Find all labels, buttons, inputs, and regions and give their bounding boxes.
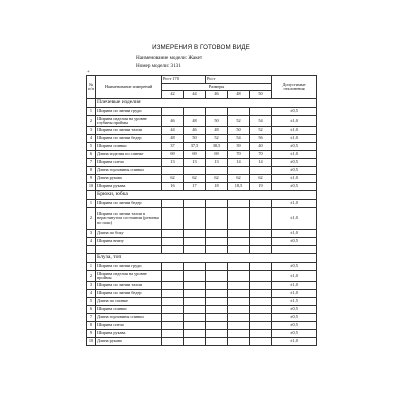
table-row xyxy=(87,330,317,338)
size-value-cell: 18 xyxy=(206,183,228,191)
section-title: Плечевые изделия xyxy=(96,99,317,108)
size-value-cell: 16 xyxy=(162,183,184,191)
section-num-cell xyxy=(87,191,96,200)
height-label-1: Рост xyxy=(163,76,172,82)
num-header: № п/п xyxy=(87,76,96,99)
row-number: 4 xyxy=(87,290,96,298)
table-row xyxy=(87,208,317,230)
size-value-cell xyxy=(250,246,272,254)
size-value-cell xyxy=(184,246,206,254)
table-row xyxy=(87,338,317,346)
size-value-cell xyxy=(162,246,184,254)
size-value-cell xyxy=(250,230,272,238)
size-value-cell xyxy=(184,298,206,306)
size-value-cell xyxy=(206,230,228,238)
size-value-cell: 39 xyxy=(228,143,250,151)
size-value-cell xyxy=(250,167,272,175)
size-value-cell xyxy=(206,108,228,116)
row-number: 3 xyxy=(87,282,96,290)
size-value-cell: 14 xyxy=(250,159,272,167)
size-value-cell xyxy=(206,322,228,330)
measurement-name: Ширина по линии бедер xyxy=(96,135,162,143)
measurement-table xyxy=(86,75,317,346)
tolerance-header: Допустимые отклонения xyxy=(272,76,317,99)
row-number: 8 xyxy=(87,167,96,175)
size-value-cell: 13 xyxy=(184,159,206,167)
size-value-cell: 37,5 xyxy=(184,143,206,151)
measurement-name: Ширина спинки xyxy=(96,306,162,314)
size-value-cell: 17 xyxy=(184,183,206,191)
size-value-cell xyxy=(162,314,184,322)
size-value-cell: 37 xyxy=(162,143,184,151)
measurement-name: Длина рукава xyxy=(96,175,162,183)
size-value-cell xyxy=(206,263,228,271)
size-value-cell xyxy=(184,167,206,175)
row-number: 5 xyxy=(87,143,96,151)
size-value-cell xyxy=(184,322,206,330)
size-value-cell xyxy=(250,282,272,290)
row-number: 3 xyxy=(87,127,96,135)
size-value-cell xyxy=(228,282,250,290)
row-number: 4 xyxy=(87,238,96,246)
section-title: Блуза, топ xyxy=(96,254,317,263)
size-value-cell xyxy=(250,306,272,314)
tolerance-cell: ±0,5 xyxy=(272,167,317,175)
size-value-cell: 44 xyxy=(162,127,184,135)
size-value-cell xyxy=(184,208,206,230)
size-value-cell xyxy=(162,108,184,116)
size-value-cell xyxy=(228,263,250,271)
size-value-cell xyxy=(162,271,184,282)
size-col-header: 46 xyxy=(206,91,228,99)
section-num-cell xyxy=(87,254,96,263)
tolerance-cell xyxy=(272,246,317,254)
tolerance-cell: ±0,5 xyxy=(272,238,317,246)
size-value-cell xyxy=(184,108,206,116)
section-row xyxy=(87,254,317,263)
measurement-name: Длина по спинке xyxy=(96,298,162,306)
section-title: Брюки, юбка xyxy=(96,191,317,200)
size-value-cell xyxy=(250,271,272,282)
size-value-cell xyxy=(184,238,206,246)
size-value-cell: 18,5 xyxy=(228,183,250,191)
size-value-cell xyxy=(228,271,250,282)
measurement-name: Ширина по линии груди xyxy=(96,108,162,116)
size-value-cell xyxy=(228,322,250,330)
model-name-line: Наименование модели: Жакет xyxy=(136,55,203,61)
measurement-name: Ширина рукава xyxy=(96,183,162,191)
row-number: 9 xyxy=(87,330,96,338)
measurement-name: Ширина рукава xyxy=(96,330,162,338)
tolerance-cell: ±1,5 xyxy=(272,298,317,306)
row-number: 2 xyxy=(87,116,96,127)
size-col-header: 44 xyxy=(184,91,206,99)
tolerance-cell: ±1,0 xyxy=(272,116,317,127)
section-row xyxy=(87,191,317,200)
size-value-cell xyxy=(162,208,184,230)
measurement-name: Ширина плеча xyxy=(96,159,162,167)
size-value-cell xyxy=(206,167,228,175)
size-value-cell xyxy=(228,306,250,314)
size-value-cell xyxy=(228,314,250,322)
size-value-cell xyxy=(184,314,206,322)
size-value-cell xyxy=(228,298,250,306)
size-value-cell xyxy=(250,298,272,306)
row-number: 1 xyxy=(87,108,96,116)
size-value-cell xyxy=(250,290,272,298)
size-value-cell: 62 xyxy=(228,175,250,183)
size-value-cell: 70 xyxy=(250,151,272,159)
size-value-cell: 50 xyxy=(184,135,206,143)
section-row xyxy=(87,99,317,108)
size-value-cell xyxy=(250,322,272,330)
table-row xyxy=(87,159,317,167)
size-value-cell xyxy=(184,200,206,208)
size-value-cell: 52 xyxy=(228,116,250,127)
height-value-1: 170 xyxy=(172,76,179,82)
size-value-cell xyxy=(184,282,206,290)
size-value-cell xyxy=(184,271,206,282)
size-value-cell: 56 xyxy=(250,135,272,143)
size-value-cell: 13 xyxy=(162,159,184,167)
tolerance-cell: ±1,0 xyxy=(272,271,317,282)
size-value-cell xyxy=(206,298,228,306)
table-row xyxy=(87,116,317,127)
table-row xyxy=(87,290,317,298)
size-value-cell: 48 xyxy=(206,127,228,135)
tolerance-cell: ±0,5 xyxy=(272,263,317,271)
tolerance-cell: ±0,5 xyxy=(272,108,317,116)
size-value-cell xyxy=(162,263,184,271)
size-value-cell: 50 xyxy=(206,116,228,127)
size-value-cell xyxy=(228,167,250,175)
size-value-cell: 48 xyxy=(184,116,206,127)
measurement-name: Длина рукава xyxy=(96,338,162,346)
tolerance-cell: ±0,5 xyxy=(272,143,317,151)
tolerance-cell: ±1,0 xyxy=(272,230,317,238)
row-number: 3 xyxy=(87,230,96,238)
size-value-cell xyxy=(228,200,250,208)
row-number: 6 xyxy=(87,306,96,314)
tolerance-cell: ±0,5 xyxy=(272,314,317,322)
size-value-cell xyxy=(250,208,272,230)
size-value-cell xyxy=(162,282,184,290)
size-value-cell: 19 xyxy=(250,183,272,191)
tolerance-cell: ±1,0 xyxy=(272,338,317,346)
size-value-cell xyxy=(228,338,250,346)
size-col-header: 50 xyxy=(250,91,272,99)
row-number: 5 xyxy=(87,298,96,306)
size-value-cell: 54 xyxy=(228,135,250,143)
sizes-header: Размеры xyxy=(162,84,272,91)
size-value-cell: 62 xyxy=(206,175,228,183)
size-value-cell xyxy=(184,290,206,298)
size-value-cell: 52 xyxy=(250,127,272,135)
row-number: 2 xyxy=(87,271,96,282)
size-value-cell xyxy=(162,322,184,330)
size-col-header: 42 xyxy=(162,91,184,99)
row-number: 1 xyxy=(87,200,96,208)
tolerance-cell: ±1,0 xyxy=(272,175,317,183)
row-number: 7 xyxy=(87,159,96,167)
size-value-cell xyxy=(250,314,272,322)
measurement-name: Ширина спинки xyxy=(96,143,162,151)
size-value-cell xyxy=(162,338,184,346)
size-value-cell xyxy=(162,298,184,306)
size-value-cell xyxy=(250,338,272,346)
size-value-cell xyxy=(162,306,184,314)
measurement-name: Ширина по линии бедер xyxy=(96,290,162,298)
table-row xyxy=(87,238,317,246)
size-value-cell xyxy=(228,238,250,246)
size-value-cell xyxy=(206,208,228,230)
table-row xyxy=(87,108,317,116)
measurement-name: Ширина внизу xyxy=(96,238,162,246)
table-row xyxy=(87,282,317,290)
size-value-cell xyxy=(250,263,272,271)
row-number xyxy=(87,246,96,254)
measurement-name: Ширина по линии талии в нерастянутом состоянии (резинка по пояс) xyxy=(96,208,162,230)
table-row xyxy=(87,183,317,191)
tolerance-cell: ±0,5 xyxy=(272,306,317,314)
size-value-cell: 70 xyxy=(228,151,250,159)
table-row xyxy=(87,314,317,322)
size-value-cell: 46 xyxy=(184,127,206,135)
size-col-header: 48 xyxy=(228,91,250,99)
section-num-cell xyxy=(87,99,96,108)
tolerance-cell: ±0,5 xyxy=(272,322,317,330)
table-row xyxy=(87,306,317,314)
tolerance-cell: ±0,5 xyxy=(272,330,317,338)
size-value-cell xyxy=(162,238,184,246)
size-value-cell xyxy=(206,200,228,208)
measurement-name: Ширина изделия на уровне глубины проймы xyxy=(96,116,162,127)
row-number: 8 xyxy=(87,322,96,330)
size-value-cell xyxy=(228,230,250,238)
size-value-cell: 40 xyxy=(250,143,272,151)
measurement-name: Длина горловины спинки xyxy=(96,167,162,175)
size-value-cell xyxy=(250,330,272,338)
tolerance-cell: ±0,5 xyxy=(272,159,317,167)
table-row xyxy=(87,298,317,306)
size-value-cell: 54 xyxy=(250,116,272,127)
table-row xyxy=(87,167,317,175)
size-value-cell: 52 xyxy=(206,135,228,143)
measurement-name: Длина горловины спинки xyxy=(96,314,162,322)
size-value-cell xyxy=(184,330,206,338)
measurement-name: Ширина изделия на уровне проймы xyxy=(96,271,162,282)
size-value-cell: 46 xyxy=(162,116,184,127)
size-value-cell xyxy=(162,290,184,298)
height-header-1 xyxy=(162,76,206,84)
size-value-cell xyxy=(206,282,228,290)
tolerance-cell: ±1,0 xyxy=(272,200,317,208)
size-value-cell xyxy=(162,230,184,238)
measurement-name: Ширина плеча xyxy=(96,322,162,330)
tolerance-cell: ±1,0 xyxy=(272,135,317,143)
size-value-cell xyxy=(206,290,228,298)
size-value-cell xyxy=(184,338,206,346)
tolerance-cell: ±1,0 xyxy=(272,127,317,135)
size-value-cell xyxy=(206,330,228,338)
size-value-cell: 38,5 xyxy=(206,143,228,151)
table-row xyxy=(87,271,317,282)
size-value-cell: 50 xyxy=(228,127,250,135)
size-value-cell xyxy=(184,263,206,271)
size-value-cell: 62 xyxy=(250,175,272,183)
size-value-cell xyxy=(206,271,228,282)
size-value-cell xyxy=(228,108,250,116)
row-number: 1 xyxy=(87,263,96,271)
size-value-cell xyxy=(228,246,250,254)
measurement-name: Длина по боку xyxy=(96,230,162,238)
size-value-cell xyxy=(162,167,184,175)
tolerance-cell: ±0,5 xyxy=(272,183,317,191)
row-number: 4 xyxy=(87,135,96,143)
row-number: 7 xyxy=(87,314,96,322)
size-value-cell xyxy=(184,306,206,314)
measurement-name: Ширина по линии груди xyxy=(96,263,162,271)
table-row xyxy=(87,143,317,151)
table-body xyxy=(87,99,317,346)
row-number: 10 xyxy=(87,338,96,346)
tolerance-cell: ±1,0 xyxy=(272,282,317,290)
table-row xyxy=(87,175,317,183)
document-title: ИЗМЕРЕНИЯ В ГОТОВОМ ВИДЕ xyxy=(152,44,250,51)
tolerance-cell: ±1,0 xyxy=(272,208,317,230)
size-value-cell xyxy=(228,330,250,338)
size-value-cell xyxy=(228,290,250,298)
size-value-cell: 62 xyxy=(162,175,184,183)
measurement-name xyxy=(96,246,162,254)
measurement-name: Ширина по линии талии xyxy=(96,282,162,290)
table-row xyxy=(87,127,317,135)
size-value-cell: 14 xyxy=(228,159,250,167)
row-number: 2 xyxy=(87,208,96,230)
table-row xyxy=(87,151,317,159)
table-row xyxy=(87,322,317,330)
size-value-cell xyxy=(250,108,272,116)
table-row xyxy=(87,263,317,271)
row-number: 6 xyxy=(87,151,96,159)
size-value-cell: 69 xyxy=(206,151,228,159)
size-value-cell: 13 xyxy=(206,159,228,167)
measurement-name: Ширина по линии талии xyxy=(96,127,162,135)
size-value-cell xyxy=(250,200,272,208)
table-row xyxy=(87,200,317,208)
measurement-name: Ширина по линии бедер xyxy=(96,200,162,208)
size-value-cell xyxy=(250,238,272,246)
row-number: 10 xyxy=(87,183,96,191)
table-row xyxy=(87,246,317,254)
tolerance-cell: ±1,0 xyxy=(272,151,317,159)
size-value-cell: 48 xyxy=(162,135,184,143)
name-header: Наименование измерений xyxy=(96,76,162,99)
size-value-cell xyxy=(184,230,206,238)
table-corner-mark: + xyxy=(87,70,90,75)
size-value-cell: 62 xyxy=(184,175,206,183)
height-header-2: Рост xyxy=(206,76,272,84)
size-value-cell xyxy=(228,208,250,230)
size-value-cell xyxy=(206,246,228,254)
size-value-cell xyxy=(206,238,228,246)
measurement-name: Длина изделия по спинке xyxy=(96,151,162,159)
size-value-cell: 69 xyxy=(162,151,184,159)
table-row xyxy=(87,230,317,238)
size-value-cell xyxy=(206,338,228,346)
size-value-cell xyxy=(162,200,184,208)
tolerance-cell: ±1,0 xyxy=(272,290,317,298)
size-value-cell xyxy=(162,330,184,338)
size-value-cell xyxy=(206,314,228,322)
size-value-cell xyxy=(206,306,228,314)
measurement-sheet xyxy=(80,0,322,400)
model-number-line: Номер модели: 3131 xyxy=(136,63,181,69)
row-number: 9 xyxy=(87,175,96,183)
size-value-cell: 69 xyxy=(184,151,206,159)
table-row xyxy=(87,135,317,143)
